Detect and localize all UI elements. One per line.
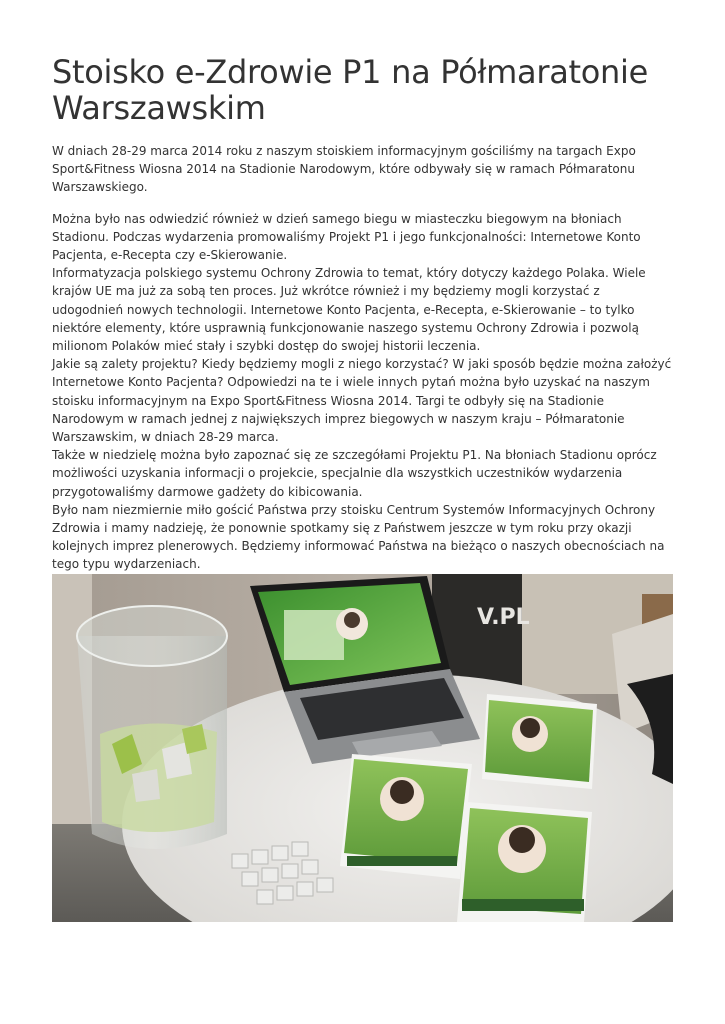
flyer-stack-right-top — [482, 694, 597, 789]
page-title: Stoisko e-Zdrowie P1 na Półmaratonie Warszawskim — [52, 53, 649, 127]
body-line: Informatyzacja polskiego systemu Ochrony Zdrowia to temat, który dotyczy każdego Polaka. Wiele krajów UE ma już za sobą ten proces. Już wkrótce również i my będziemy mogli korzystać z udogodnień nowych technologii. Internetowe Konto Pacjenta, e-Recepta, e-Skierowanie – to tylko niektóre elementy, które usprawnią funkcjonowanie naszego systemu Ochrony Zdrowia i pozwolą milionom Polaków mieć stały i szybki dostęp do swojej historii leczenia. — [52, 266, 646, 354]
body-line: Jakie są zalety projektu? Kiedy będziemy mogli z niego korzystać? W jaki sposób będzie można założyć Internetowe Konto Pacjenta? Odpowiedzi na te i wiele innych pytań można było uzyskać na naszym stoisku informacyjnym na Expo Sport&Fitness Wiosna 2014. Targi te odbyły się na Stadionie Narodowym w ramach jednej z największych imprez biegowych w naszym kraju – Półmaratonie Warszawskim, w dniach 28-29 marca. — [52, 357, 672, 445]
body-line: Można było nas odwiedzić również w dzień samego biegu w miasteczku biegowym na błoniach Stadionu. Podczas wydarzenia promowaliśmy Projekt P1 i jego funkcjonalności: Internetowe Konto Pacjenta, e-Recepta czy e-Skierowanie. — [52, 211, 641, 263]
flyer-stack-right-bottom — [457, 802, 592, 922]
glass-jar — [77, 606, 227, 849]
banner-text: V.PL — [477, 605, 530, 630]
body-line: Było nam niezmiernie miło gościć Państwa przy stoisku Centrum Systemów Informacyjnych Ochrony Zdrowia i mamy nadzieję, że ponownie spotkamy się z Państwem jeszcze w tym roku przy okazji kolejnych imprez plenerowych. Będziemy informować Państwa na bieżąco o naszych obecnościach na tego typu wydarzeniach. — [52, 502, 665, 572]
article — [52, 54, 676, 574]
body-line: Także w niedzielę można było zapoznać się ze szczegółami Projektu P1. Na błoniach Stadionu oprócz możliwości uzyskania informacji o projekcie, specjalnie dla wszystkich uczestników wydarzenia przygotowaliśmy darmowe gadżety do kibicowania. — [52, 448, 657, 499]
intro-paragraph: W dniach 28-29 marca 2014 roku z naszym stoiskiem informacyjnym gościliśmy na targach Expo Sport&Fitness Wiosna 2014 na Stadionie Narodowym, które odbywały się w ramach Półmaratonu Warszawskiego. — [52, 144, 636, 195]
flyer-stack-left — [340, 754, 472, 879]
body-paragraph — [52, 210, 676, 574]
event-photo — [52, 574, 673, 922]
